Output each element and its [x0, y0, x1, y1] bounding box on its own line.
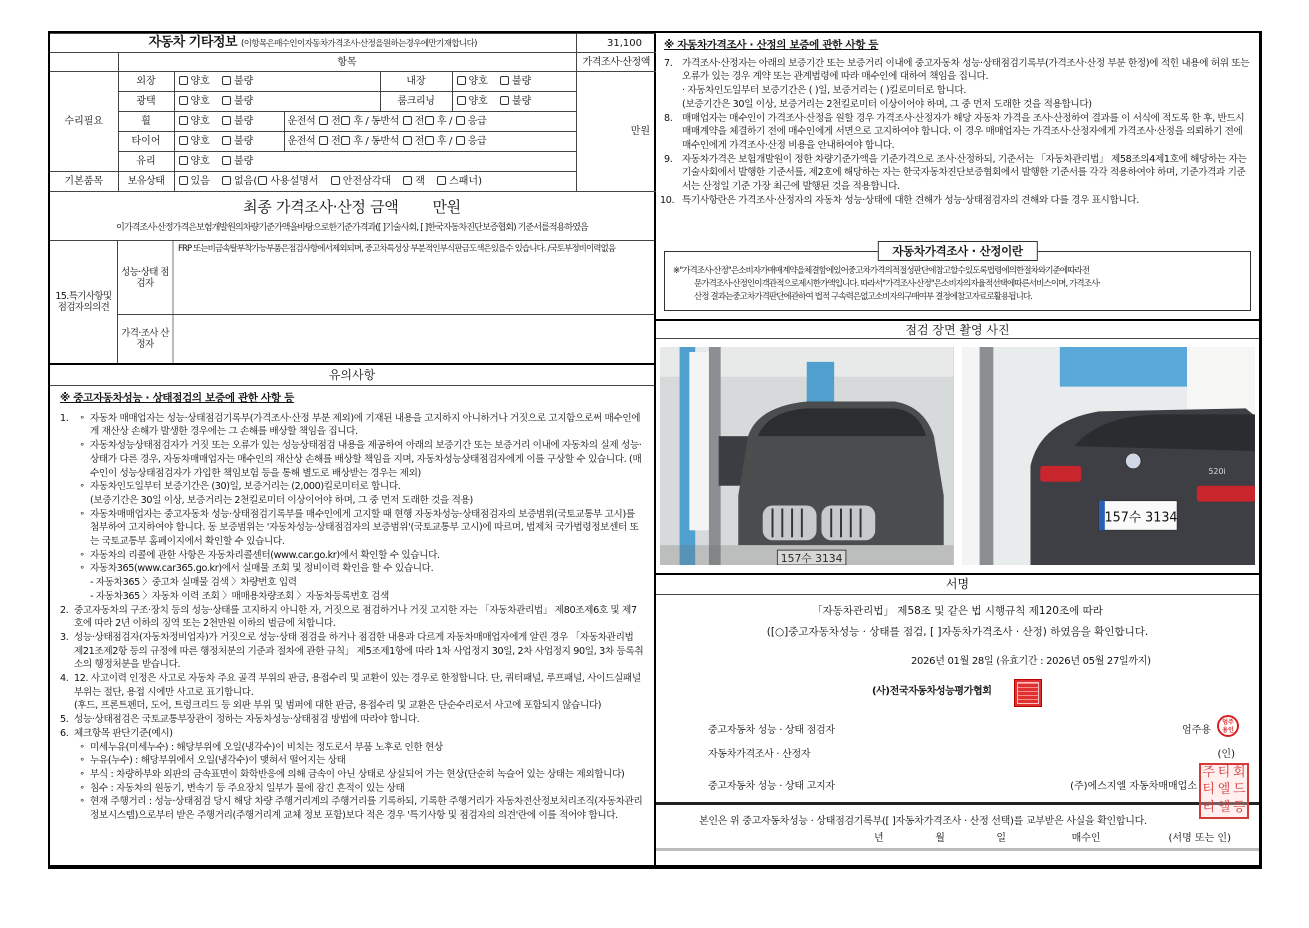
wheel-spare-checkbox[interactable]: [456, 116, 465, 125]
price-item-9: 9. 자동차가격은 보험개발원이 정한 차량기준가액을 기준가격으로 조사·산정하되, 기준서는 「자동차관리법」 제58조의4제1호에 해당하는 자는 기술사회에서 발행한 기준서를, 제2호에 해당하는 자는 한국자동차진단보증협회에서 발행한 기준서를 각각 적용하여야 하며, 기준가격과 기준서는 산정일 기준 가장 최근에 발행된 것을 적용합니다.: [664, 153, 1247, 193]
photo-rear-view[interactable]: [962, 347, 1256, 565]
manual-checkbox[interactable]: [258, 176, 267, 185]
appraiser-opinion-row: [118, 315, 654, 363]
wheel-good-checkbox[interactable]: [179, 116, 188, 125]
interior-bad-checkbox[interactable]: [500, 76, 509, 85]
row-label-interior: 내장: [380, 72, 452, 92]
gloss-good-checkbox[interactable]: [179, 96, 188, 105]
wheel-position-options: 운전석 전 후 / 동반석 전 후 / 응급: [284, 112, 576, 132]
tire-driver-front-checkbox[interactable]: [319, 136, 328, 145]
exterior-good-checkbox[interactable]: [179, 76, 188, 85]
warranty-section-title: ※ 중고자동차성능 · 상태점검의 보증에 관한 사항 등: [60, 392, 294, 404]
final-price-note: 이가격조사·산정가격은보험개발원의차량기준가액을바탕으로한기준가격과([ ]기술사회, [ ]한국자동차진단보증협회) 기준서를적용하였음: [116, 223, 588, 233]
price-value: 31,100: [576, 34, 656, 53]
price-item-8: 8. 매매업자는 매수인이 가격조사·산정을 원할 경우 가격조사·산정자가 해당 자동차 가격을 조사·산정하여 결과를 이 서식에 적도록 한 후, 반드시 매매계약을 체결하기 전에 매수인에게 서면으로 고지하여야 합니다. 이 경우 매매업자는 가격조사·산정자에게 가격조사·산정을 의뢰하기 전에 매수인에게 가격조사·산정 비용을 안내하여야 합니다.: [664, 112, 1245, 151]
notice-item-6: 6. 체크항목 판단기준(예시) ∘ 미세누유(미세누수) : 해당부위에 오일(냉각수)이 비치는 정도로서 부품 노후로 인한 현상 ∘ 누유(누수) : 해당부위에서 오일(냉각수)이 맺혀서 떨어지는 상태 ∘ 부식 : 차량하부와 외판의 금속표면이 화학반응에 의해 금속이 아닌 상태로 상실되어 가는 현상(단순히 녹슬어 있는 상태는 제외합니다) ∘ 침수 : 자동차의 원동기, 변속기 등 주요장치 일부가 물에 잠긴 흔적이 있는 상태 ∘ 현재 주행거리 : 성능·상태점검 당시 해당 차량 주행거리계의 주행거리를 기록하되, 기록한 주행거리가 자동차전산정보처리조직(자동차관리정보시스템)으로부터 받은 주행거리(주행거리계 교체 정보 포함)보다 적은 경우 '특기사항 및 점검자의 의견'란에 이를 적어야 합니다.: [60, 727, 643, 822]
special-notes-section: [50, 241, 654, 365]
row-label-room-cleaning: 룸크리닝: [380, 92, 452, 112]
dealer-seal-icon: 주 티 회 티 엘 드 리 엘 등: [1199, 763, 1249, 819]
jack-checkbox[interactable]: [403, 176, 412, 185]
basic-items-label: 기본품목: [50, 172, 118, 192]
appraiser-opinion-text[interactable]: [174, 315, 654, 363]
buyer-label: 매수인: [1071, 833, 1101, 844]
spanner-checkbox[interactable]: [437, 176, 446, 185]
photo-front-view[interactable]: [660, 347, 954, 565]
wheel-driver-front-checkbox[interactable]: [319, 116, 328, 125]
signature-section: [656, 595, 1259, 815]
appraiser-label: 가격·조사 산정자: [118, 315, 174, 363]
inspector-label: 성능·상태 점검자: [118, 241, 174, 314]
price-item-7: 7. 가격조사·산정자는 아래의 보증기간 또는 보증거리 이내에 중고자동차 성능·상태점검기록부(가격조사·산정 부분 한정)에 적힌 내용에 허위 또는 오류가 있는 경우 계약 또는 관계법령에 따라 매수인에 대하여 책임을 집니다. · 자동차인도일부터 보증기간은 ( )일, 보증거리는 ( )킬로미터로 합니다. (보증기간은 30일 이상, 보증거리는 2천킬로미터 이상이어야 하며, 그 중 먼저 도래한 것을 적용합니다): [664, 57, 1250, 110]
special-notes-label: 15.특기사항및 점검자의의견: [50, 241, 118, 363]
signature-law-text: 「자동차관리법」 제58조 및 같은 법 시행규칙 제120조에 따라: [812, 605, 1103, 617]
inspection-photos: [656, 339, 1259, 575]
tire-passenger-front-checkbox[interactable]: [403, 136, 412, 145]
basic-none-checkbox[interactable]: [222, 176, 231, 185]
buyer-confirmation: [656, 805, 1259, 851]
glass-good-checkbox[interactable]: [179, 156, 188, 165]
gloss-bad-checkbox[interactable]: [222, 96, 231, 105]
month-field[interactable]: 월: [935, 833, 945, 844]
wheel-passenger-rear-checkbox[interactable]: [425, 116, 434, 125]
car-rear-image: [962, 347, 1256, 565]
day-field[interactable]: 일: [996, 833, 1007, 844]
notice-body: [50, 386, 654, 823]
section-title: 자동차 기타정보 (이항목은매수인이자동차가격조사·산정을원하는경우에만기재합니다): [50, 34, 576, 53]
notice-item-2: 2. 중고자동차의 구조·장치 등의 성능·상태를 고지하지 아니한 자, 거짓으로 점검하거나 거짓 고지한 자는 「자동차관리법」 제80조제6호 및 제7호에 따라 2년 이하의 징역 또는 2천만원 이하의 벌금에 처합니다.: [60, 604, 637, 630]
right-column: [656, 33, 1259, 865]
definition-box: [664, 244, 1251, 311]
exterior-bad-checkbox[interactable]: [222, 76, 231, 85]
wheel-options: 양호 불량: [174, 112, 284, 132]
triangle-checkbox[interactable]: [331, 176, 340, 185]
year-field[interactable]: 년: [874, 833, 884, 844]
price-unit: 만원: [576, 72, 656, 192]
appraiser-sign-placeholder[interactable]: (인): [1217, 749, 1235, 760]
definition-title: 자동차가격조사 · 산정이란: [877, 241, 1037, 261]
tire-driver-rear-checkbox[interactable]: [341, 136, 350, 145]
inspector-opinion-row: [118, 241, 654, 315]
buyer-confirmation-text: 본인은 위 중고자동차성능 · 상태점검기록부([ ]자동차가격조사 · 산정 선택)를 교부받은 사실을 확인합니다.: [699, 816, 1147, 827]
signature-date: 2026년 01월 28일 (유효기간 : 2026년 05월 27일까지): [911, 656, 1151, 667]
repair-needed-label: 수리필요: [50, 72, 118, 172]
inspector-seal-icon: 엄주 용인: [1217, 715, 1239, 737]
association-name: (사)전국자동차성능평가협회: [872, 686, 992, 697]
row-label-exterior: 외장: [118, 72, 174, 92]
final-price-box: [50, 192, 654, 241]
association-seal-icon: [1014, 679, 1042, 707]
row-label-wheel: 휠: [118, 112, 174, 132]
notifier-label: 중고자동차 성능 · 상태 고지자: [708, 781, 835, 792]
row-label-possession: 보유상태: [118, 172, 174, 192]
inspection-record-page: [48, 31, 1262, 869]
notice-item-4: 4. 12. 사고이력 인정은 사고로 자동차 주요 골격 부위의 판금, 용접수리 및 교환이 있는 경우로 한정합니다. 단, 쿼터패널, 루프패널, 사이드실패널 부위는 절단, 용접 시에만 사고로 표기합니다. (후드, 프론트펜더, 도어, 트렁크리드 등 외판 부위 및 범퍼에 대한 판금, 용접수리 및 교환은 단순수리로서 사고에 포함되지 않습니다): [60, 673, 641, 712]
inspector-opinion-text[interactable]: FRP 또는비금속탈부착가능부품은점검사항에서제외되며, 중고차특성상 부분적인부식판금도색은있을수 있습니다. /국토부정비이력없음: [178, 244, 616, 254]
basic-have-checkbox[interactable]: [179, 176, 188, 185]
inspector-label: 중고자동차 성능 · 상태 점검자: [708, 725, 835, 736]
exterior-options: 양호 불량: [174, 72, 380, 92]
notice-heading: 유의사항: [50, 365, 654, 386]
wheel-driver-rear-checkbox[interactable]: [341, 116, 350, 125]
inspector-name: 엄주용: [1182, 725, 1211, 736]
svg-text:520i: 520i: [1208, 466, 1226, 476]
left-column: [50, 33, 656, 865]
svg-text:157수 3134: 157수 3134: [780, 551, 843, 565]
tire-bad-checkbox[interactable]: [222, 136, 231, 145]
price-warranty-title: ※ 자동차가격조사 · 산정의 보증에 관한 사항 등: [664, 39, 879, 51]
interior-good-checkbox[interactable]: [457, 76, 466, 85]
notice-item-5: 5. 성능·상태점검은 국토교통부장관이 정하는 자동차성능·상태점검 방법에 따라야 합니다.: [60, 714, 420, 726]
car-front-image: [660, 347, 954, 565]
wheel-bad-checkbox[interactable]: [222, 116, 231, 125]
appraiser-label: 자동차가격조사 · 산정자: [708, 749, 811, 760]
tire-spare-checkbox[interactable]: [456, 136, 465, 145]
signature-confirm-text: ([○]중고자동차성능 · 상태를 점검, [ ]자동차가격조사 · 산정) 하였음을 확인합니다.: [766, 626, 1149, 638]
notice-item-3: 3. 성능·상태점검자(자동차정비업자)가 거짓으로 성능·상태 점검을 하거나 점검한 내용과 다르게 자동차매매업자에게 알린 경우 「자동차관리법 제21조제2항 등의 규정에 따른 행정처분의 기준과 절차에 관한 규칙」 제5조제1항에 따라 1차 사업정지 30일, 2차 사업정지 90일, 3차 등록취소의 행정처분을 받습니다.: [60, 631, 644, 671]
interior-options: 양호 불량: [452, 72, 576, 92]
notifier-name: (주)에스지엘 자동차매매업소: [1070, 781, 1197, 792]
definition-text: ※"가격조사·산정"은소비자가매매계약을체결함에있어중고차가격의적절성판단에참고할수있도록법령에의한절차와기준에따라전 문가격조사·산정인이객관적으로제시한가액입니다. 따라서"가격조사·산정"은소비자의자율적선택에따른서비스이며, 가격조사· 산정 결과는중고차가격판단에관하여 법적 구속력은없고소비자의구매여부 결정에참고자료로활용됩니다.: [673, 266, 1101, 302]
tire-good-checkbox[interactable]: [179, 136, 188, 145]
photos-heading: 점검 장면 촬영 사진: [656, 319, 1259, 339]
vehicle-other-info-table: [50, 33, 656, 192]
final-price-title: 최종 가격조사·산정 금액 만원: [243, 198, 461, 216]
wheel-passenger-front-checkbox[interactable]: [403, 116, 412, 125]
buyer-date-fields: [874, 829, 1101, 844]
price-item-10: 10. 특기사항란은 가격조사·산정자의 자동차 성능·상태에 대한 견해가 성능·상태점검자의 견해와 다를 경우 표시합니다.: [660, 194, 1139, 206]
notice-item-1: 1. ∘ 자동차 매매업자는 성능·상태점검기록부(가격조사·산정 부분 제외)에 기재된 내용을 고지하지 아니하거나 거짓으로 고지함으로써 매수인에게 재산상 손해가 발생한 경우에는 그 손해를 배상할 책임을 집니다. ∘ 자동차성능상태점검자가 거짓 또는 오류가 있는 성능상태점검 내용을 제공하여 아래의 보증기간 또는 보증거리 이내에 자동차의 실제 성능·상태가 다른 경우, 자동차매매업자는 매수인의 재산상 손해를 배상할 책임을 지며, 자동차성능상태점검자에게 이를 구상할 수 있습니다. (매수인이 성능상태점검자가 가입한 책임보험 등을 통해 별도로 배상받는 경우는 제외) ∘ 자동차인도일부터 보증기간은 (30)일, 보증거리는 (2,000)킬로미터로 합니다. (보증기간은 30일 이상, 보증거리는 2천킬로미터 이상이어야 하며, 그 중 먼저 도래한 것을 적용) ∘ 자동차매매업자는 중고자동차 성능·상태점검기록부를 매수인에게 고지할 때 현행 자동차성능·상태점검자의 보증범위(국토교통부 고시)를 첨부하여 고지하여야 합니다. 동 보증범위는 '자동차성능·상태점검자의 보증범위'(국토교통부 고시)에 따르며, 법제처 국가법령정보센터 또는 국토교통부 홈페이지에서 확인할 수 있습니다. ∘ 자동차의 리콜에 관한 사항은 자동차리콜센터(www.car.go.kr)에서 확인할 수 있습니다. ∘ 자동차365(www.car365.go.kr)에서 실매물 조회 및 정비이력 확인을 할 수 있습니다. - 자동차365 〉중고차 실매물 검색 〉차량번호 입력 - 자동차365 〉자동차 이력 조회 〉매매용차량조회 〉자동차등록번호 검색: [60, 412, 642, 602]
room-cleaning-bad-checkbox[interactable]: [500, 96, 509, 105]
price-warranty-section: [656, 33, 1259, 251]
signature-heading: 서명: [656, 575, 1259, 595]
glass-bad-checkbox[interactable]: [222, 156, 231, 165]
tire-position-options: 운전석 전 후 / 동반석 전 후 / 응급: [284, 132, 576, 152]
tire-passenger-rear-checkbox[interactable]: [425, 136, 434, 145]
glass-options: 양호 불량: [174, 152, 576, 172]
tire-options: 양호 불량: [174, 132, 284, 152]
item-header: 항목: [118, 53, 576, 72]
svg-text:157수 3134: 157수 3134: [1104, 510, 1178, 526]
row-label-gloss: 광택: [118, 92, 174, 112]
price-header: 가격조사·산정액: [576, 53, 656, 72]
room-cleaning-good-checkbox[interactable]: [457, 96, 466, 105]
gloss-options: 양호 불량: [174, 92, 380, 112]
buyer-signature-field[interactable]: (서명 또는 인): [1168, 833, 1231, 844]
row-label-glass: 유리: [118, 152, 174, 172]
room-cleaning-options: 양호 불량: [452, 92, 576, 112]
row-label-tire: 타이어: [118, 132, 174, 152]
basic-items-options: 있음 없음( 사용설명서 안전삼각대 잭 스패너): [174, 172, 576, 192]
